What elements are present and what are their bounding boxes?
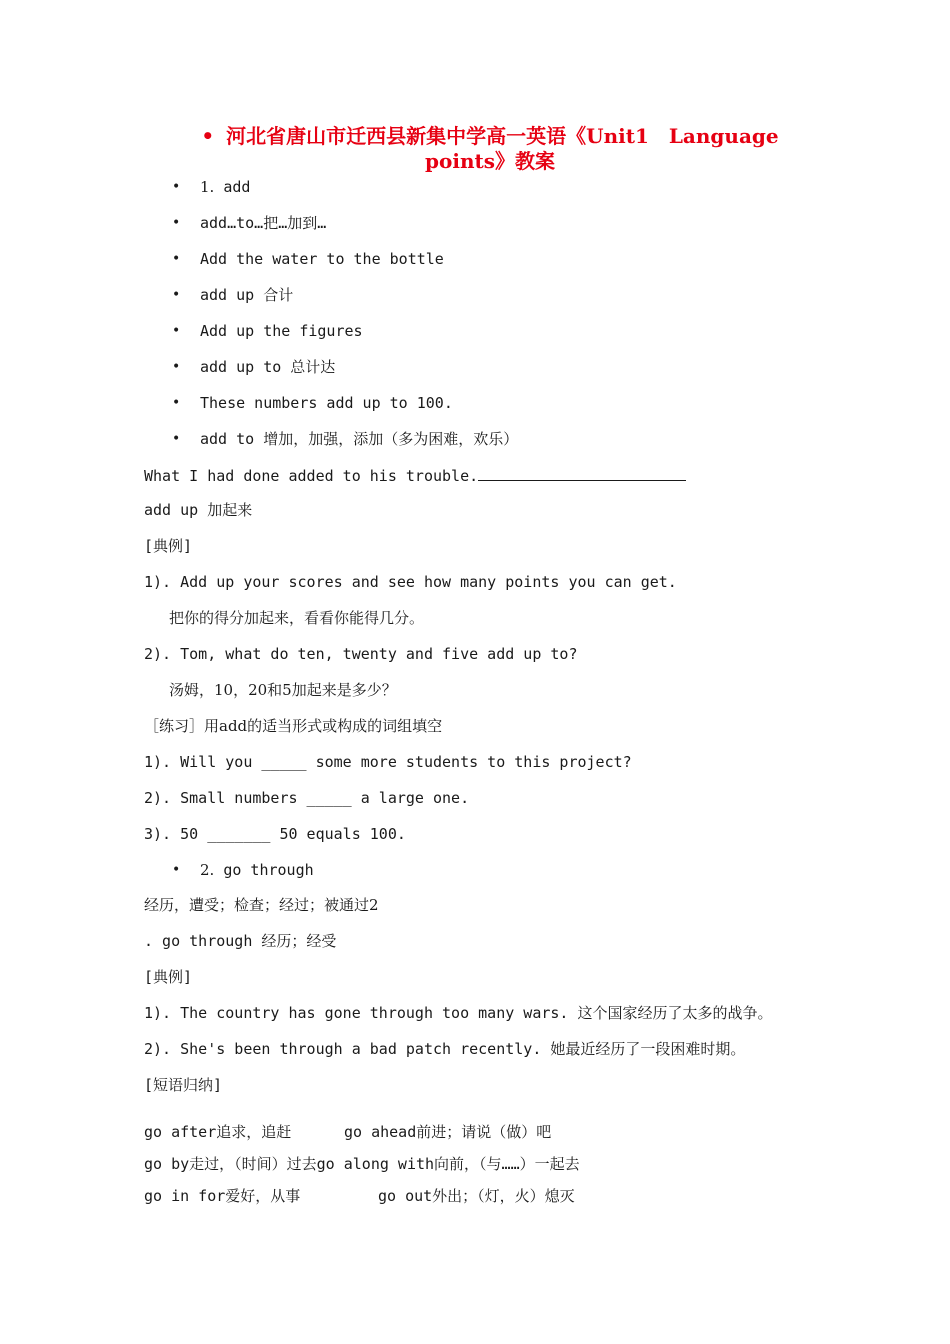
bullet-icon: • bbox=[172, 395, 181, 411]
phrase-entry: go after追求，追赶 bbox=[144, 1123, 292, 1141]
bullet-icon: • bbox=[172, 251, 181, 267]
bullet-icon: • bbox=[172, 862, 181, 878]
example-translation: 把你的得分加起来，看看你能得几分。 bbox=[169, 609, 425, 627]
section-label: [短语归纳] bbox=[144, 1076, 223, 1094]
bullet-icon: • bbox=[172, 287, 181, 303]
list-item bbox=[200, 860, 314, 880]
list-item: add up to 总计达 bbox=[200, 358, 336, 376]
item-number: 1. bbox=[200, 178, 215, 196]
exercise-item: 3). 50 _______ 50 equals 100. bbox=[144, 825, 406, 843]
phrase-entry: go by走过，（时间）过去go along with向前，（与……）一起去 bbox=[144, 1155, 580, 1173]
list-item: These numbers add up to 100. bbox=[200, 394, 453, 412]
example-sentence: 2). She's been through a bad patch recently. 她最近经历了一段困难时期。 bbox=[144, 1040, 746, 1058]
text-line: . go through 经历；经受 bbox=[144, 932, 337, 950]
phrase-entry: go out外出；（灯，火）熄灭 bbox=[378, 1187, 575, 1205]
phrase-entry: go in for爱好，从事 bbox=[144, 1187, 301, 1205]
item-number: 2. bbox=[200, 861, 215, 879]
answer-blank bbox=[478, 465, 686, 481]
phrase-entry: go ahead前进；请说（做）吧 bbox=[344, 1123, 552, 1141]
bullet-icon: • bbox=[172, 359, 181, 375]
exercise-item: 2). Small numbers _____ a large one. bbox=[144, 789, 470, 807]
sentence: What I had done added to his trouble. bbox=[144, 467, 479, 485]
bullet-icon: • bbox=[172, 431, 181, 447]
list-item bbox=[200, 177, 250, 197]
list-item: Add the water to the bottle bbox=[200, 250, 444, 268]
list-item: add to 增加，加强，添加（多为困难，欢乐） bbox=[200, 430, 519, 448]
bullet-icon: • bbox=[172, 179, 181, 195]
bullet-icon: • bbox=[172, 215, 181, 231]
definition-line: 经历，遭受；检查；经过；被通过2 bbox=[144, 896, 379, 914]
title-bullet: • bbox=[201, 124, 215, 148]
item-text: go through bbox=[214, 861, 314, 879]
document-title bbox=[160, 124, 820, 174]
section-label: [典例] bbox=[144, 968, 193, 986]
bullet-icon: • bbox=[172, 323, 181, 339]
example-sentence: 2). Tom, what do ten, twenty and five add up to? bbox=[144, 645, 578, 663]
list-item: add…to…把…加到… bbox=[200, 214, 327, 232]
title-text: 河北省唐山市迁西县新集中学高一英语《Unit1 Language points》教案 bbox=[226, 124, 779, 173]
list-item: add up 合计 bbox=[200, 286, 294, 304]
section-label: [典例] bbox=[144, 537, 193, 555]
list-item: Add up the figures bbox=[200, 322, 363, 340]
text-line: add up 加起来 bbox=[144, 501, 253, 519]
example-translation: 汤姆，10，20和5加起来是多少？ bbox=[169, 681, 397, 699]
exercise-heading: ［练习］用add的适当形式或构成的词组填空 bbox=[144, 717, 443, 735]
example-sentence: 1). The country has gone through too many wars. 这个国家经历了太多的战争。 bbox=[144, 1004, 773, 1022]
exercise-item: 1). Will you _____ some more students to this project? bbox=[144, 753, 632, 771]
text-line bbox=[144, 465, 686, 486]
example-sentence: 1). Add up your scores and see how many points you can get. bbox=[144, 573, 677, 591]
item-text: add bbox=[214, 178, 251, 196]
